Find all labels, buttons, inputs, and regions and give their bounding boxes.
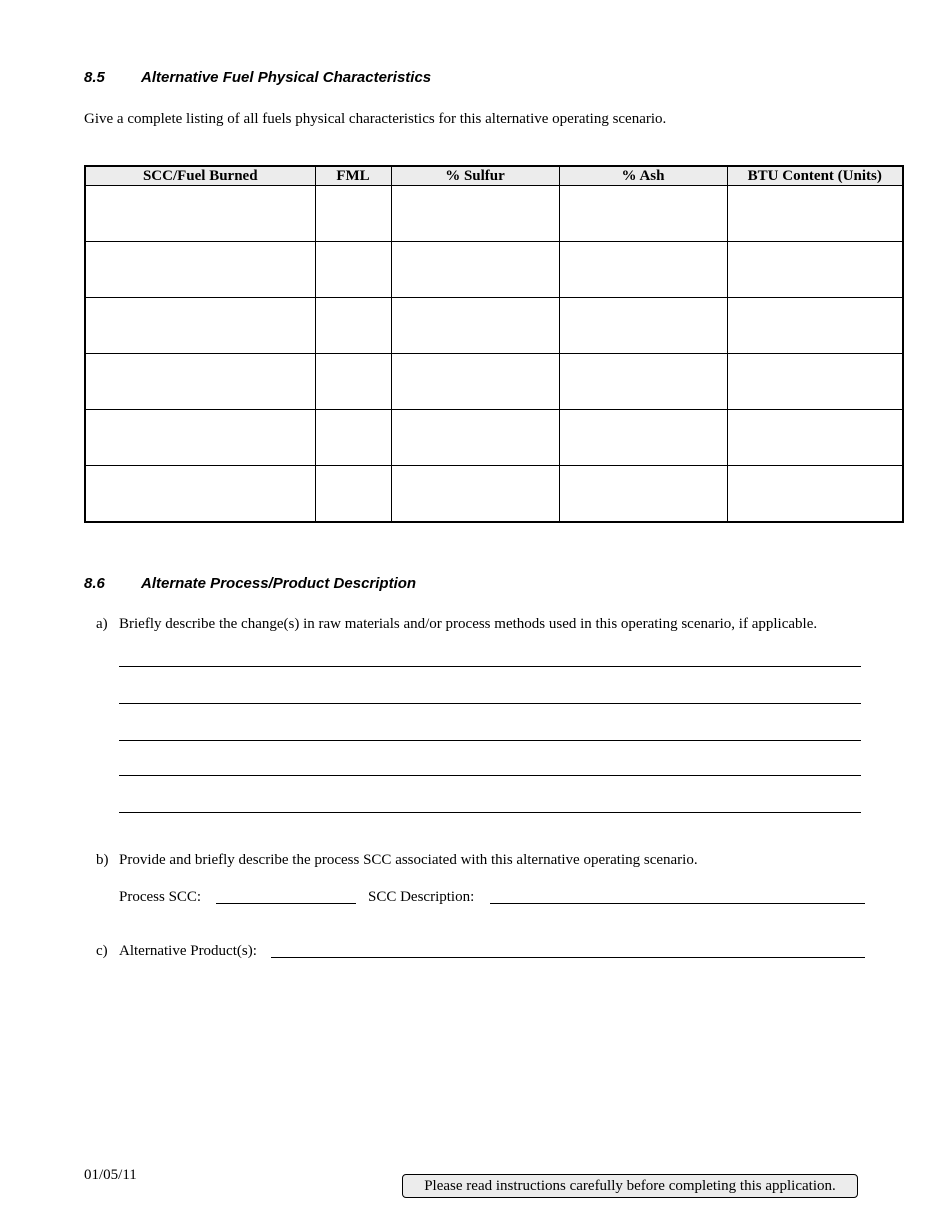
table-row xyxy=(85,410,903,466)
cell-scc-fuel[interactable] xyxy=(85,298,315,354)
cell-fml[interactable] xyxy=(315,298,391,354)
answer-line-a-4[interactable] xyxy=(119,775,861,776)
cell-ash[interactable] xyxy=(559,298,727,354)
cell-sulfur[interactable] xyxy=(391,298,559,354)
cell-scc-fuel[interactable] xyxy=(85,410,315,466)
item-a-marker: a) xyxy=(96,616,108,632)
section-title: Alternate Process/Product Description xyxy=(141,575,417,592)
item-b-marker: b) xyxy=(96,852,109,868)
answer-line-a-3[interactable] xyxy=(119,740,861,741)
item-c xyxy=(96,943,257,960)
cell-fml[interactable] xyxy=(315,466,391,523)
header-sulfur: % Sulfur xyxy=(391,166,559,186)
item-a xyxy=(96,616,817,633)
section-8-6-heading xyxy=(84,575,416,592)
table-header-row xyxy=(85,166,903,186)
process-scc-label: Process SCC: xyxy=(119,889,202,905)
item-a-text: Briefly describe the change(s) in raw materials and/or process methods used in this operating scenario, if applicable. xyxy=(119,616,818,632)
alternative-products-field[interactable] xyxy=(271,957,865,958)
cell-fml[interactable] xyxy=(315,242,391,298)
answer-line-a-2[interactable] xyxy=(119,703,861,704)
answer-line-a-5[interactable] xyxy=(119,812,861,813)
table-row xyxy=(85,466,903,523)
scc-description-label: SCC Description: xyxy=(368,889,475,905)
cell-scc-fuel[interactable] xyxy=(85,242,315,298)
fuel-characteristics-table xyxy=(84,165,904,523)
item-c-marker: c) xyxy=(96,943,108,959)
table-row xyxy=(85,354,903,410)
cell-btu[interactable] xyxy=(727,466,903,523)
cell-scc-fuel[interactable] xyxy=(85,466,315,523)
cell-btu[interactable] xyxy=(727,410,903,466)
cell-ash[interactable] xyxy=(559,354,727,410)
footer-notice: Please read instructions carefully before completing this application. xyxy=(402,1174,858,1198)
cell-scc-fuel[interactable] xyxy=(85,186,315,242)
header-ash: % Ash xyxy=(559,166,727,186)
cell-sulfur[interactable] xyxy=(391,354,559,410)
process-scc-field[interactable] xyxy=(216,903,356,904)
cell-sulfur[interactable] xyxy=(391,410,559,466)
section-8-5-heading xyxy=(84,69,431,86)
cell-btu[interactable] xyxy=(727,242,903,298)
header-scc-fuel-burned: SCC/Fuel Burned xyxy=(85,166,315,186)
section-8-5-instruction: Give a complete listing of all fuels physical characteristics for this alternative operating scenario. xyxy=(84,111,667,127)
cell-btu[interactable] xyxy=(727,354,903,410)
cell-sulfur[interactable] xyxy=(391,242,559,298)
section-number: 8.6 xyxy=(84,575,105,592)
cell-ash[interactable] xyxy=(559,242,727,298)
cell-sulfur[interactable] xyxy=(391,466,559,523)
item-b xyxy=(96,852,698,869)
cell-btu[interactable] xyxy=(727,298,903,354)
table-row xyxy=(85,298,903,354)
table-row xyxy=(85,186,903,242)
cell-sulfur[interactable] xyxy=(391,186,559,242)
cell-ash[interactable] xyxy=(559,186,727,242)
header-btu-content: BTU Content (Units) xyxy=(727,166,903,186)
cell-ash[interactable] xyxy=(559,466,727,523)
answer-line-a-1[interactable] xyxy=(119,666,861,667)
cell-fml[interactable] xyxy=(315,410,391,466)
section-number: 8.5 xyxy=(84,69,105,86)
cell-scc-fuel[interactable] xyxy=(85,354,315,410)
footer-date: 01/05/11 xyxy=(84,1167,137,1183)
alternative-products-label: Alternative Product(s): xyxy=(119,943,257,959)
table-row xyxy=(85,242,903,298)
header-fml: FML xyxy=(315,166,391,186)
section-title: Alternative Fuel Physical Characteristics xyxy=(141,69,432,86)
cell-ash[interactable] xyxy=(559,410,727,466)
cell-btu[interactable] xyxy=(727,186,903,242)
cell-fml[interactable] xyxy=(315,354,391,410)
scc-description-field[interactable] xyxy=(490,903,865,904)
item-b-text: Provide and briefly describe the process SCC associated with this alternative operating scenario. xyxy=(119,852,698,868)
cell-fml[interactable] xyxy=(315,186,391,242)
